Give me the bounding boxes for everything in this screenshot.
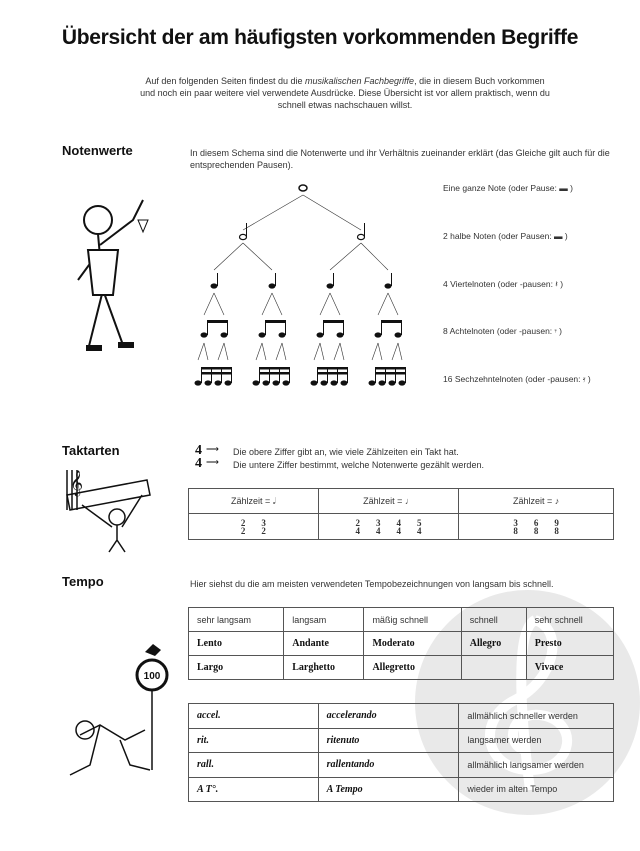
branch-line (340, 343, 344, 360)
half-note (358, 234, 365, 239)
abbreviation-cell: rall. (189, 753, 319, 778)
numerator: 3 (376, 517, 381, 528)
time-signature-example (195, 444, 202, 470)
sixteenth-beam (317, 367, 348, 370)
tempo-cell: Largo (189, 656, 284, 680)
piano-carrier-illustration (62, 465, 162, 555)
sixteenth-beam (259, 372, 290, 375)
tempo-row (189, 632, 614, 656)
eighth-beam (323, 320, 344, 323)
intro-pre: Auf den folgenden Seiten findest du die (145, 76, 305, 86)
branch-line (330, 293, 340, 315)
time-signature-cell (459, 514, 614, 540)
zaehlzeit-header: Zählzeit = 𝅗𝅥 (189, 489, 319, 514)
branch-line (214, 243, 243, 270)
numerator: 2 (355, 517, 361, 528)
time-signature (513, 519, 518, 535)
tempo-cell: sehr langsam (189, 608, 284, 632)
branch-line (243, 243, 272, 270)
heading-notenwerte: Notenwerte (62, 143, 133, 158)
branch-line (378, 293, 388, 315)
tempo-row (189, 656, 614, 680)
tempo-cell: Lento (189, 632, 284, 656)
sig-bottom: 4 (195, 456, 202, 471)
branch-line (372, 343, 378, 360)
sixteenth-beam (201, 367, 232, 370)
time-signature (376, 519, 381, 535)
branch-line (320, 343, 324, 360)
branch-line (392, 343, 398, 360)
branch-line (262, 293, 272, 315)
meaning-cell: allmählich schneller werden (459, 704, 614, 729)
branch-line (361, 243, 388, 270)
sixteenth-beam (375, 367, 406, 370)
eighth-beam (381, 320, 402, 323)
tempo-cell: Vivace (526, 656, 613, 680)
taktarten-line1: Die obere Ziffer gibt an, wie viele Zählzeiten ein Takt hat. (233, 447, 459, 457)
quarter-note (269, 283, 276, 288)
branch-line (198, 343, 204, 360)
denominator: 8 (554, 525, 559, 536)
note-label-half: 2 halbe Noten (oder Pausen: ▬ ) (443, 231, 568, 241)
taktarten-line2: Die untere Ziffer bestimmt, welche Notenwerte gezählt werden. (233, 460, 484, 470)
time-signature (241, 519, 246, 535)
sixteenth-note (273, 380, 280, 385)
branch-line (330, 243, 361, 270)
abbreviation-cell: accel. (189, 704, 319, 729)
term-cell: accelerando (318, 704, 459, 729)
branch-line (388, 293, 398, 315)
term-cell: ritenuto (318, 728, 459, 753)
tempo-row (189, 608, 614, 632)
sixteenth-note (253, 380, 260, 385)
time-signature (261, 519, 266, 535)
sixteenth-note (399, 380, 406, 385)
note-label-quarter: 4 Viertelnoten (oder -pausen: 𝄽 ) (443, 279, 564, 289)
sixteenth-beam (259, 367, 290, 370)
branch-line (276, 343, 282, 360)
branch-line (378, 343, 382, 360)
tempo-cell (461, 656, 526, 680)
meaning-cell: allmählich langsamer werden (459, 753, 614, 778)
branch-line (204, 343, 208, 360)
numerator: 6 (533, 517, 539, 528)
time-signature (554, 519, 559, 535)
sixteenth-note (225, 380, 232, 385)
note-label-sixteenth: 16 Sechzehntelnoten (oder -pausen: 𝄿 ) (443, 374, 591, 384)
arrows: ⟶ ⟶ (206, 444, 219, 467)
time-signature (417, 519, 422, 535)
branch-line (243, 195, 303, 230)
tempo-change-row (189, 728, 614, 753)
quarter-note (385, 283, 392, 288)
tempo-cell: Presto (526, 632, 613, 656)
numerator: 5 (417, 517, 422, 528)
eighth-note (337, 332, 344, 337)
eighth-note (201, 332, 208, 337)
note-value-tree (190, 175, 440, 415)
numerator: 3 (261, 517, 266, 528)
intro-post: , die in diesem Buch vorkommen und noch ein paar weitere viel verwendete Ausdrücke. Diese Übersicht ist vor allem praktisch, wenn du schnell etwas nachschauen willst. (140, 76, 550, 110)
tempo-table (188, 607, 614, 680)
abbreviation-cell: rit. (189, 728, 319, 753)
numerator: 2 (240, 517, 246, 528)
eighth-beam (265, 320, 286, 323)
heading-tempo: Tempo (62, 574, 104, 589)
time-signature (534, 519, 539, 535)
term-cell: A Tempo (318, 777, 459, 802)
denominator: 4 (376, 525, 381, 536)
eighth-note (259, 332, 266, 337)
zaehlzeit-header: Zählzeit = ♪ (459, 489, 614, 514)
sixteenth-note (321, 380, 328, 385)
meaning-cell: langsamer werden (459, 728, 614, 753)
sixteenth-note (341, 380, 348, 385)
branch-line (218, 343, 224, 360)
eighth-note (375, 332, 382, 337)
numerator: 4 (396, 517, 402, 528)
quarter-note (327, 283, 334, 288)
time-signature (397, 519, 402, 535)
sixteenth-note (283, 380, 290, 385)
sig-top: 4 (195, 443, 202, 458)
abbreviation-cell: A T°. (189, 777, 319, 802)
tempo-cell: Allegro (461, 632, 526, 656)
time-signature (356, 519, 361, 535)
tempo-change-row (189, 753, 614, 778)
eighth-note (395, 332, 402, 337)
branch-line (214, 293, 224, 315)
sixteenth-note (369, 380, 376, 385)
sixteenth-beam (375, 372, 406, 375)
tempo-change-row (189, 777, 614, 802)
sixteenth-beam (317, 372, 348, 375)
denominator: 4 (355, 525, 361, 536)
half-note (240, 234, 247, 239)
tempo-change-table (188, 703, 614, 802)
intro-emphasis: musikalischen Fachbegriffe (305, 76, 415, 86)
eighth-note (279, 332, 286, 337)
denominator: 8 (513, 525, 518, 536)
numerator: 9 (554, 517, 559, 528)
branch-line (204, 293, 214, 315)
heading-taktarten: Taktarten (62, 443, 120, 458)
eighth-note (317, 332, 324, 337)
tempo-cell: Andante (284, 632, 364, 656)
quarter-note (211, 283, 218, 288)
numerator: 3 (513, 517, 518, 528)
tempo-change-row (189, 704, 614, 729)
page-title: Übersicht der am häufigsten vorkommenden Begriffe (61, 26, 579, 49)
conductor-cartoon-illustration (58, 190, 168, 360)
branch-line (256, 343, 262, 360)
svg-text:𝄞: 𝄞 (70, 470, 84, 495)
branch-line (262, 343, 266, 360)
branch-line (334, 343, 340, 360)
denominator: 2 (261, 525, 266, 536)
sixteenth-note (331, 380, 338, 385)
tempo-cell: mäßig schnell (364, 608, 461, 632)
eighth-note (221, 332, 228, 337)
tempo-cell: Allegretto (364, 656, 461, 680)
branch-line (282, 343, 286, 360)
sixteenth-note (379, 380, 386, 385)
branch-line (320, 293, 330, 315)
time-signature-table (188, 488, 614, 540)
tempo-cell: Larghetto (284, 656, 364, 680)
sixteenth-note (215, 380, 222, 385)
sixteenth-note (311, 380, 318, 385)
time-signature-cell (318, 514, 459, 540)
note-label-whole: Eine ganze Note (oder Pause: ▬ ) (443, 183, 573, 193)
tempo-cell: langsam (284, 608, 364, 632)
sixteenth-note (195, 380, 202, 385)
notenwerte-text: In diesem Schema sind die Notenwerte und ihr Verhältnis zueinander erklärt (das Gleiche gilt auch für die entsprechenden Pausen). (190, 148, 610, 170)
taktarten-text (233, 446, 640, 472)
sixteenth-note (205, 380, 212, 385)
denominator: 2 (240, 525, 246, 536)
tempo-cell: sehr schnell (526, 608, 613, 632)
eighth-beam (207, 320, 228, 323)
speeding-runner-illustration (60, 640, 180, 790)
sixteenth-note (389, 380, 396, 385)
intro-text (140, 75, 550, 111)
whole-note (299, 185, 307, 191)
tempo-cell: schnell (461, 608, 526, 632)
denominator: 4 (396, 525, 402, 536)
zaehlzeit-header: Zählzeit = ♩ (318, 489, 459, 514)
branch-line (272, 293, 282, 315)
term-cell: rallentando (318, 753, 459, 778)
speed-sign-text: 100 (143, 671, 161, 682)
branch-line (398, 343, 402, 360)
branch-line (314, 343, 320, 360)
branch-line (303, 195, 361, 230)
sixteenth-beam (201, 372, 232, 375)
denominator: 4 (417, 525, 422, 536)
tempo-text: Hier siehst du die am meisten verwendeten Tempobezeichnungen von langsam bis schnell. (190, 579, 554, 589)
time-signature-cell (189, 514, 319, 540)
branch-line (224, 343, 228, 360)
sixteenth-note (263, 380, 270, 385)
meaning-cell: wieder im alten Tempo (459, 777, 614, 802)
denominator: 8 (533, 525, 539, 536)
note-label-eighth: 8 Achtelnoten (oder -pausen: 𝄾 ) (443, 326, 562, 336)
tempo-cell: Moderato (364, 632, 461, 656)
